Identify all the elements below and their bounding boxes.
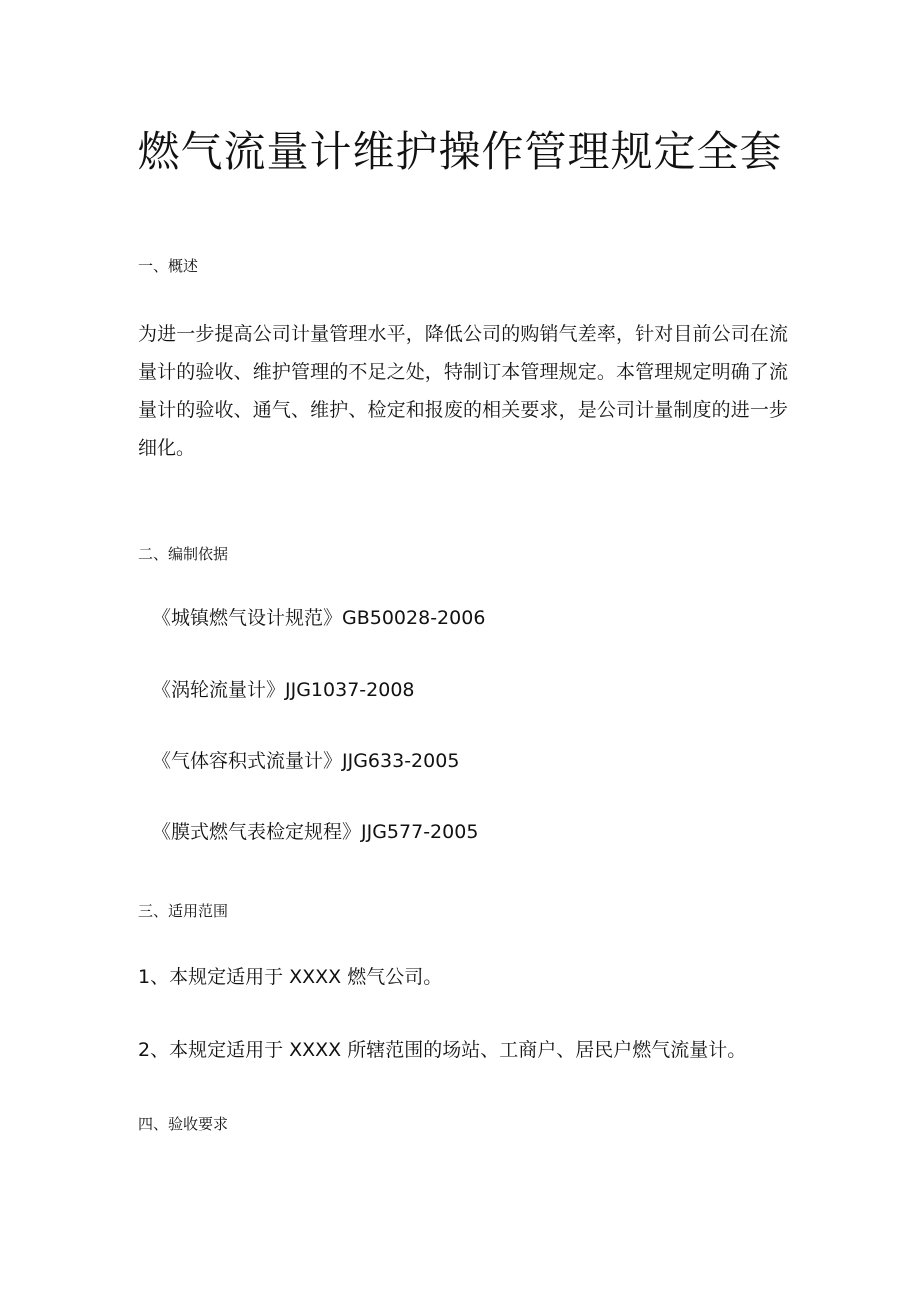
reference-item: 《涡轮流量计》JJG1037-2008 (152, 679, 415, 701)
section-heading-overview: 一、概述 (138, 257, 199, 275)
scope-item: 1、本规定适用于 XXXX 燃气公司。 (138, 966, 443, 988)
document-title: 燃气流量计维护操作管理规定全套 (137, 127, 783, 176)
section-heading-scope: 三、适用范围 (138, 902, 229, 920)
section-heading-acceptance: 四、验收要求 (138, 1115, 229, 1133)
scope-item: 2、本规定适用于 XXXX 所辖范围的场站、工商户、居民户燃气流量计。 (138, 1039, 747, 1061)
reference-item: 《城镇燃气设计规范》GB50028-2006 (152, 607, 486, 629)
reference-item: 《气体容积式流量计》JJG633-2005 (152, 750, 460, 772)
overview-paragraph: 为进一步提高公司计量管理水平，降低公司的购销气差率，针对目前公司在流量计的验收、维护管理的不足之处，特制订本管理规定。本管理规定明确了流量计的验收、通气、维护、检定和报废的相关要求，是公司计量制度的进一步细化。 (138, 323, 788, 459)
section-heading-basis: 二、编制依据 (138, 545, 229, 563)
reference-item: 《膜式燃气表检定规程》JJG577-2005 (152, 821, 479, 843)
